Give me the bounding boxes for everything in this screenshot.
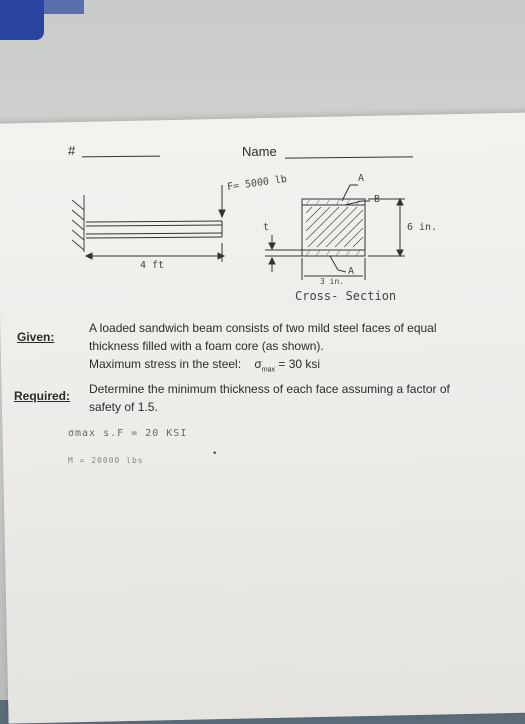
fixed-wall bbox=[72, 195, 84, 252]
force-arrow bbox=[219, 185, 225, 217]
section-b-label: B bbox=[374, 194, 381, 205]
given-line-1: A loaded sandwich beam consists of two mild steel faces of equal bbox=[89, 321, 437, 335]
sigma-symbol: σ bbox=[254, 357, 262, 371]
foam-core-hatch bbox=[306, 207, 363, 247]
given-label: Given: bbox=[17, 330, 55, 344]
face-hatch bbox=[306, 199, 360, 256]
given-line-3-value: = 30 ksi bbox=[278, 357, 321, 371]
thickness-label: t bbox=[263, 222, 270, 233]
handwritten-note-2: M = 20000 lbs bbox=[68, 456, 144, 465]
given-line-2: thickness filled with a foam core (as shown). bbox=[89, 339, 324, 353]
thickness-arrows bbox=[265, 235, 302, 272]
sigma-subscript: max bbox=[261, 366, 276, 374]
required-line-1: Determine the minimum thickness of each face assuming a factor of bbox=[89, 382, 450, 396]
handwritten-note-1: σmax s.F = 20 KSI bbox=[68, 428, 188, 439]
cross-section-label: Cross- Section bbox=[295, 289, 397, 303]
width-label: 3 in. bbox=[320, 277, 345, 286]
name-label: Name bbox=[242, 144, 277, 159]
height-label: 6 in. bbox=[407, 222, 438, 233]
required-label: Required: bbox=[14, 389, 71, 403]
given-line-3 bbox=[89, 356, 320, 378]
beam bbox=[86, 221, 222, 238]
length-label: 4 ft bbox=[140, 260, 165, 271]
required-line-2: safety of 1.5. bbox=[89, 400, 158, 414]
force-label: F= 5000 lb bbox=[226, 173, 288, 194]
height-dimension bbox=[368, 199, 405, 256]
section-a-label: A bbox=[358, 173, 365, 184]
section-a-bottom-label: A bbox=[348, 266, 355, 277]
pencil-dot: • bbox=[212, 449, 218, 459]
number-label: # bbox=[68, 143, 76, 158]
given-line-3-prefix: Maximum stress in the steel: bbox=[89, 357, 242, 371]
